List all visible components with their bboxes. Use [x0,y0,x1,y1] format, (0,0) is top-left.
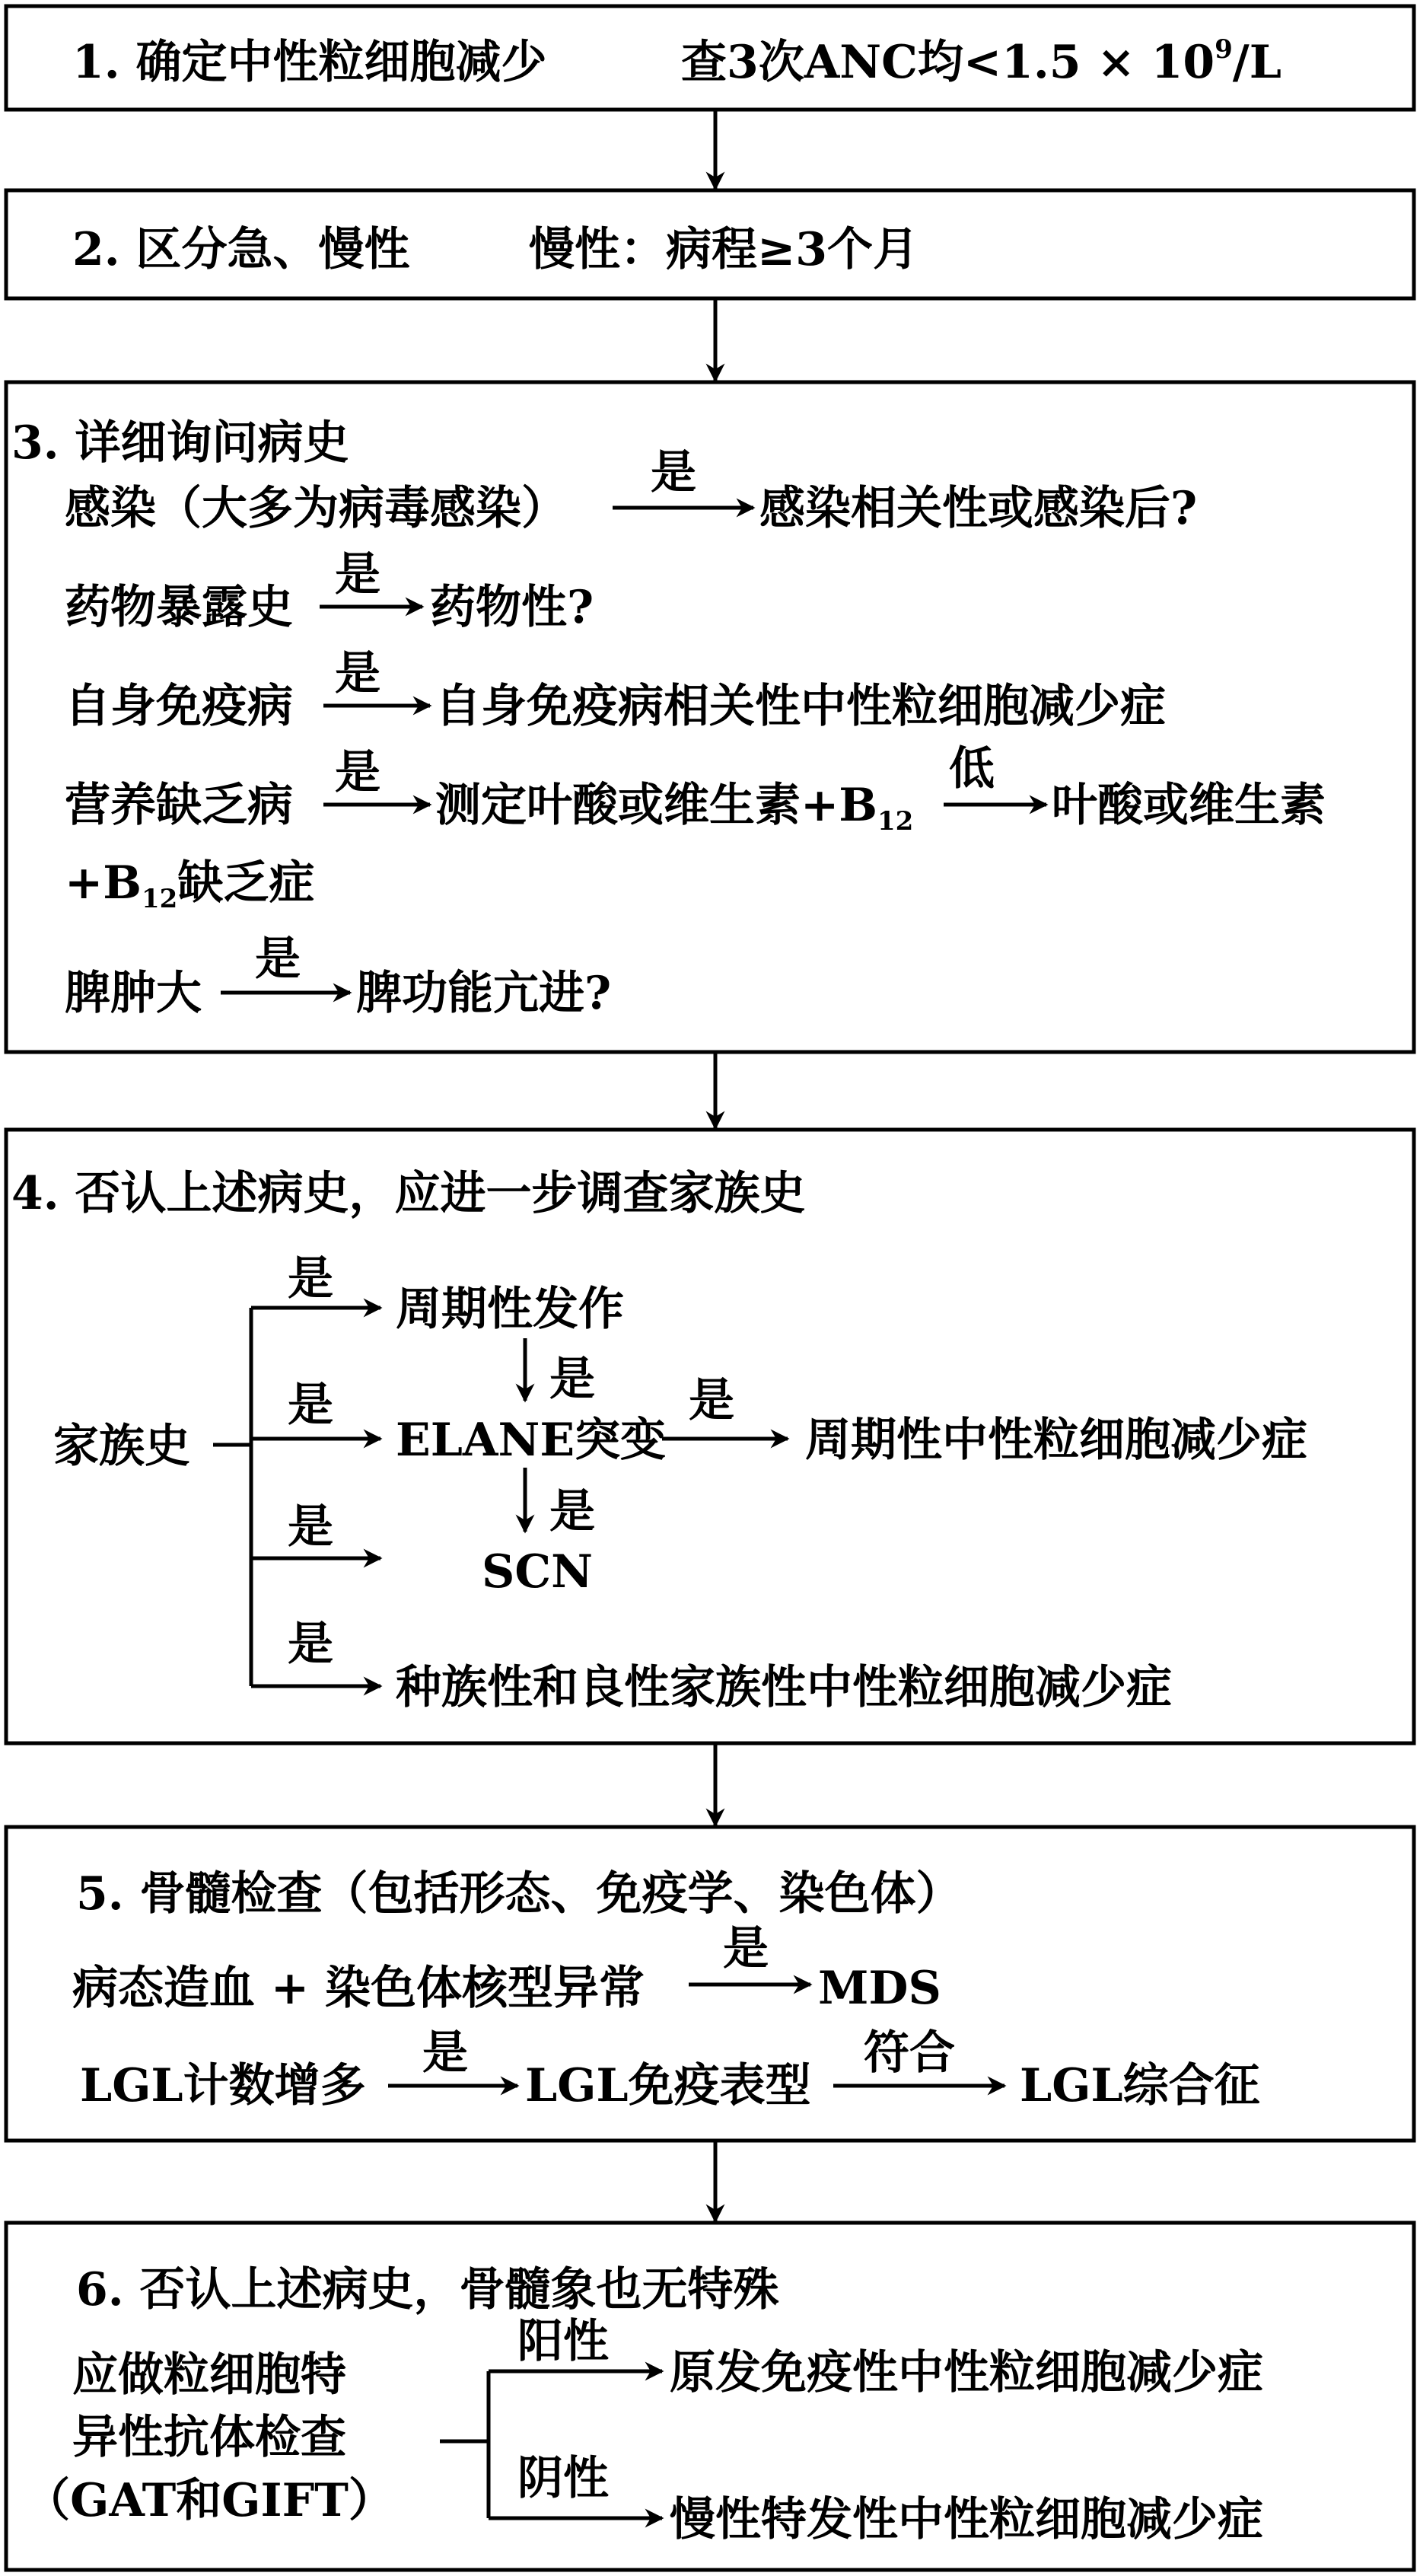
hypersplenism-result: 脾功能亢进? [356,967,612,1020]
step6-title: 6. 否认上述病史，骨髓象也无特殊 [76,2263,779,2316]
drug-yes-label: 是 [335,548,380,601]
elane-to-scn-yes: 是 [549,1485,595,1538]
negative-label: 阴性 [517,2452,609,2505]
branch-yes-label: 是 [288,1500,333,1554]
splenomegaly-yes-label: 是 [255,933,301,986]
periodic-to-elane-yes: 是 [549,1353,595,1406]
nutrition-condition: 营养缺乏病 [65,779,293,832]
low-label: 低 [949,742,995,795]
elane-mutation-node: ELANE突变 [396,1414,667,1467]
infection-condition: 感染（大多为病毒感染） [65,482,567,535]
step1-label: 1. 确定中性粒细胞减少 [72,36,547,89]
folate-b12-test: 测定叶酸或维生素$+B_{12}$ [435,779,914,837]
infection-yes-label: 是 [651,446,696,499]
elane-yes-label: 是 [689,1374,734,1427]
infection-result: 感染相关性或感染后? [759,482,1198,535]
step2-criterion: 慢性：病程≥3个月 [529,223,919,276]
lgl-yes-label: 是 [422,2026,468,2080]
mds-result: MDS [818,1962,941,2015]
branch-yes-label: 是 [288,1618,333,1671]
step2-label: 2. 区分急、慢性 [72,223,410,276]
antibody-test-line2: 异性抗体检查 [72,2411,346,2464]
branch-yes-label: 是 [288,1252,333,1306]
deficiency-result: 叶酸或维生素 [1052,779,1326,832]
step1-criterion: 查3次ANC均$<1.5 \times 10^9/L$ [681,34,1282,89]
cyclic-neutropenia-result: 周期性中性粒细胞减少症 [805,1414,1307,1467]
antibody-test-line3: （GAT和GIFT） [24,2474,394,2527]
step4-title: 4. 否认上述病史，应进一步调查家族史 [11,1167,806,1220]
lgl-match-label: 符合 [864,2026,955,2080]
step5-title: 5. 骨髓检查（包括形态、免疫学、染色体） [76,1867,962,1921]
positive-label: 阳性 [517,2315,609,2368]
mds-condition: 病态造血 + 染色体核型异常 [72,1962,645,2015]
lgl-syndrome-result: LGL综合征 [1020,2059,1260,2112]
branch-yes-label: 是 [288,1379,333,1432]
mds-yes-label: 是 [723,1922,769,1975]
deficiency-result-line2: $+B_{12}$缺乏症 [65,856,315,914]
lgl-condition: LGL计数增多 [80,2059,366,2112]
drug-condition: 药物暴露史 [65,581,293,634]
periodic-episodes-node: 周期性发作 [396,1283,624,1336]
primary-immune-result: 原发免疫性中性粒细胞减少症 [670,2346,1263,2399]
lgl-immunophenotype: LGL免疫表型 [525,2059,811,2112]
step3-title: 3. 详细询问病史 [11,416,349,470]
chronic-idiopathic-result: 慢性特发性中性粒细胞减少症 [670,2493,1263,2546]
autoimmune-yes-label: 是 [335,647,380,700]
ethnic-benign-result: 种族性和良性家族性中性粒细胞减少症 [396,1661,1172,1714]
splenomegaly-condition: 脾肿大 [65,967,202,1020]
autoimmune-condition: 自身免疫病 [65,680,293,733]
family-history-root: 家族史 [53,1420,190,1473]
drug-result: 药物性? [430,581,594,634]
antibody-test-line1: 应做粒细胞特 [72,2348,346,2402]
scn-node: SCN [482,1545,593,1599]
autoimmune-result: 自身免疫病相关性中性粒细胞减少症 [435,680,1166,733]
nutrition-yes-label: 是 [335,746,380,799]
